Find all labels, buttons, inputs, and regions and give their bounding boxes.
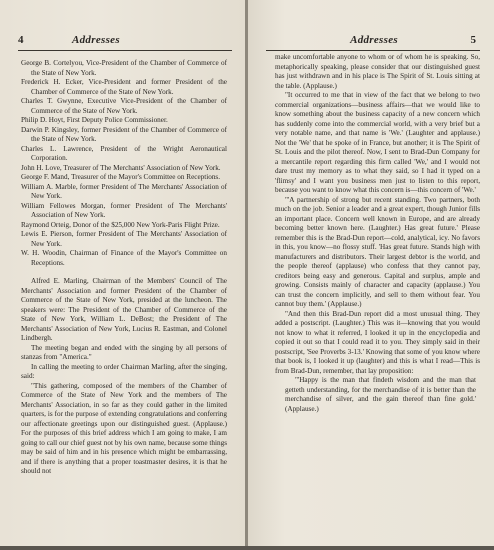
attendee-entry: Frederick H. Ecker, Vice-President and former President of the Chamber of Commerce of the State of New York. [21,78,227,96]
paragraph-gap [21,268,227,277]
attendee-entry: W. H. Woodin, Chairman of Finance of the Mayor's Committee on Receptions. [21,249,227,267]
body-paragraph: Alfred E. Marling, Chairman of the Members' Council of The Merchants' Association and former President of the Chamber of Commerce of the State of New York, presided at the luncheon. The speakers were: The President of the Chamber of Commerce of the State of New York, William L. DeBost; the President of The Merchants' Association of New York, Lucius R. Eastman, and Colonel Lindbergh. [21,277,227,342]
body-paragraph: The meeting began and ended with the singing by all persons of stanzas from "America." [21,343,227,361]
attendee-entry: William A. Marble, former President of The Merchants' Association of New York. [21,182,227,200]
body-paragraph: "And then this Brad-Dun report did a most unusual thing. They added a postscript. (Laughter.) This was it—knowing that you would not know to what it referred, I looked it up in the encyclopedia and copied it out so that I could read it to you. They simply said in their postscript, 'See Proverbs 3-13.' Knowing that some of you know where that book is, I looked it up (laughter) and this is what I read—This is from Brad-Dun, remember, that lay proposition: [275,309,480,375]
left-text-column [21,59,227,477]
attendee-entry: Raymond Orteig, Donor of the $25,000 New York-Paris Flight Prize. [21,220,220,229]
right-page [248,0,494,550]
body-paragraph: "It occurred to me that in view of the fact that we belong to two commercial organizations—business affairs—that we would like to know something about the business capacity of a new concern which has suddenly come into the commercial world, with a very brief but a very notable name, and that name is 'We.' (Laughter and applause.) Not the 'We' that he spoke of in France, but another; it is The Spirit of St. Louis and the pilot thereof. Now, I sent to Brad-Dun Company for a mercantile report regarding this firm called 'We,' and I would not dare trust my memory as to what they said, so I had it typed on a 'flimsy' and I want you business men just to listen to this report, because you want to know what this concern is—this concern of 'We.' [275,91,480,194]
body-paragraph: "'A partnership of strong but recent standing. Two partners, both much on the job. Senior a leader and a great expert, though Junior fills an important place. Concern well known in Europe, and are already becoming better known here. (Laughter.) Has great future.' Please remember this is the Brad-Dun report—cold, analytical, icy. No favors in this, you know—no flossy stuff. 'Has great future. Stands high with manufacturers and distributors. Their largest debtor is the world, and the people thereof (applause) who confess that they cannot pay, creditors being easy and generous. Capital and surplus, ample and growing. Consists mainly of character and capacity (applause.) You can trust the concern implicitly, and sell to them without fear. You cannot buy them.' (Applause.) [275,195,480,308]
attendee-entry: Philip D. Hoyt, First Deputy Police Commissioner. [21,116,168,124]
attendee-entry: Lewis E. Pierson, former President of The Merchants' Association of New York. [21,230,227,248]
running-title: Addresses [72,34,120,46]
header-rule [18,50,232,51]
body-paragraph: make uncomfortable anyone to whom or of whom he is speaking. So, metaphorically speaking, please consider that our distinguished guest has just withdrawn and in his place is The Spirit of St. Louis sitting at the table. (Applause.) [275,53,480,90]
proverb-quote [275,376,480,414]
body-paragraph: In calling the meeting to order Chairman Marling, after the singing, said: [21,362,227,380]
attendee-entry: Charles T. Gwynne, Executive Vice-President of the Chamber of Commerce of the State of New York. [21,97,227,115]
left-page [0,0,246,550]
left-page-header [18,34,228,48]
body-paragraph: "This gathering, composed of the members of the Chamber of Commerce of the State of New York and the members of The Merchants' Association, in so far as they could gather in the limited quarters, is for the purpose of extending congratulations and conferring our affectionate greetings upon our distinguished guest. (Applause.) For the purposes of this brief address which I am going to make, I am going to call our chief guest not by his own name, because some things may be said of him and in his presence which might be embarrassing, and if there is anything that a proper toastmaster desires, it is that he should not [21,381,227,475]
running-title: Addresses [350,34,398,46]
attendee-entry: Charles L. Lawrence, President of the Wright Aeronautical Corporation. [21,144,227,162]
quote-text: "'Happy is the man that findeth wisdom and the man that getteth understanding, for the merchandise of it is better than the merchandise of silver, and the gain thereof than fine gold.' (Applause.) [285,376,476,413]
attendee-entry: George B. Cortelyou, Vice-President of the Chamber of Commerce of the State of New York. [21,59,227,77]
attendee-entry: George F. Mand, Treasurer of the Mayor's Committee on Receptions. [21,173,221,181]
page-number: 4 [18,34,24,46]
right-text-column [275,53,480,414]
page-number: 5 [470,34,476,46]
header-rule [266,50,480,51]
right-page-header [266,34,476,48]
attendee-entry: William Fellowes Morgan, former President of The Merchants' Association of New York. [21,201,227,219]
page-bottom-edge [0,546,494,550]
attendee-entry: Darwin P. Kingsley, former President of the Chamber of Commerce of the State of New York. [21,125,227,143]
attendee-entry: John H. Love, Treasurer of The Merchants' Association of New York. [21,163,221,172]
